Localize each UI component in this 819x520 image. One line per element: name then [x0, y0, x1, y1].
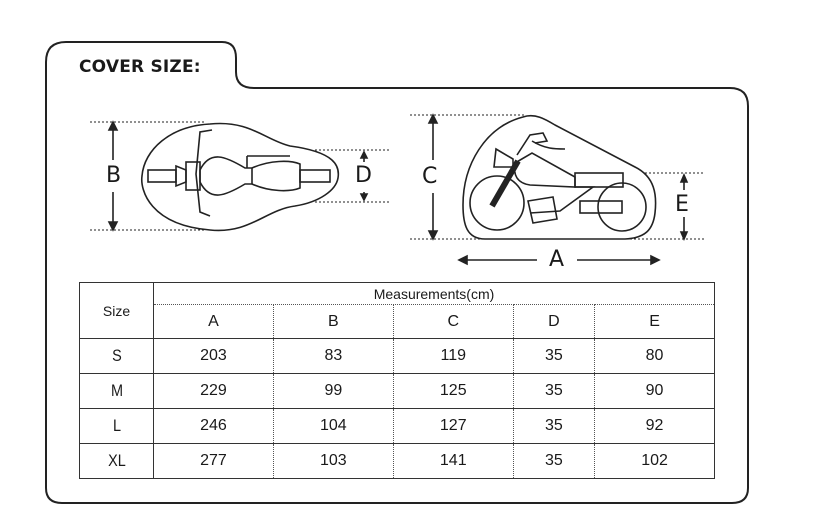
measurements-header: Measurements(cm) — [154, 283, 715, 305]
value-cell: 125 — [393, 374, 513, 409]
value-cell: 35 — [513, 374, 594, 409]
column-header-c: C — [393, 305, 513, 339]
table-row — [80, 374, 715, 409]
value-cell: 83 — [273, 339, 393, 374]
value-cell: 141 — [393, 444, 513, 479]
value-cell: 103 — [273, 444, 393, 479]
value-cell: 127 — [393, 409, 513, 444]
value-cell: 119 — [393, 339, 513, 374]
value-cell: 35 — [513, 409, 594, 444]
value-cell: 35 — [513, 444, 594, 479]
dim-label-c: C — [422, 164, 438, 189]
value-cell: 277 — [154, 444, 274, 479]
value-cell: 102 — [595, 444, 715, 479]
value-cell: 80 — [595, 339, 715, 374]
value-cell: 92 — [595, 409, 715, 444]
size-cell: XL — [85, 444, 148, 479]
dim-label-e: E — [675, 192, 689, 217]
table-row — [80, 409, 715, 444]
size-cell: S — [85, 339, 148, 374]
page-title: COVER SIZE: — [79, 57, 201, 77]
value-cell: 99 — [273, 374, 393, 409]
value-cell: 246 — [154, 409, 274, 444]
column-header-a: A — [154, 305, 274, 339]
value-cell: 203 — [154, 339, 274, 374]
value-cell: 104 — [273, 409, 393, 444]
value-cell: 229 — [154, 374, 274, 409]
dim-label-a: A — [549, 247, 565, 272]
table-row — [80, 339, 715, 374]
column-header-e: E — [595, 305, 715, 339]
column-header-b: B — [273, 305, 393, 339]
size-cell: L — [85, 409, 148, 444]
value-cell: 35 — [513, 339, 594, 374]
size-cell: M — [85, 374, 148, 409]
size-header: Size — [80, 283, 154, 339]
column-header-d: D — [513, 305, 594, 339]
top-view-diagram — [90, 110, 400, 240]
table-row — [80, 444, 715, 479]
size-table — [79, 282, 715, 479]
dim-label-b: B — [106, 163, 122, 188]
dim-label-d: D — [355, 163, 372, 188]
value-cell: 90 — [595, 374, 715, 409]
